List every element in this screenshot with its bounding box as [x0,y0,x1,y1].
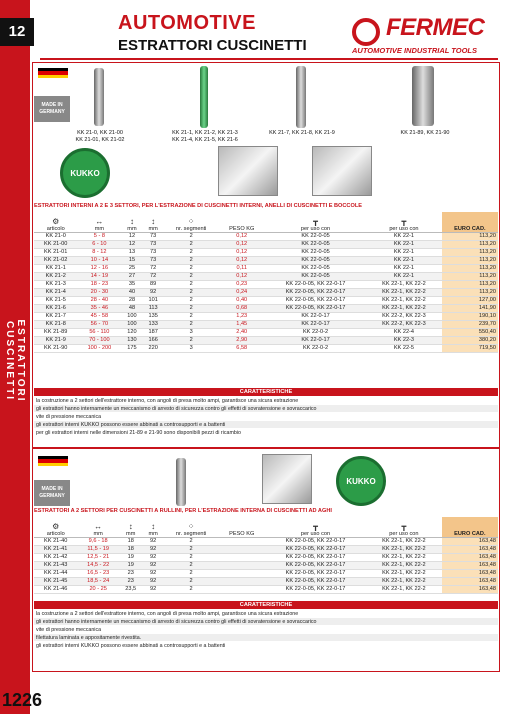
col-header: ⚙ articolo [34,212,77,232]
col-header: ┳ per uso con [366,212,442,232]
price-cell: 127,00 [442,296,498,304]
table-cell: KK 22-0-05, KK 22-0-17 [285,586,346,592]
table-cell: 100 - 200 [87,345,112,351]
table-cell: 5 - 8 [93,233,105,239]
col-header: ┳ per uso con [265,517,366,537]
table-cell: 20 - 25 [89,586,107,592]
col-header: ↕ mm [119,517,143,537]
table-cell: 92 [150,538,157,544]
table-cell: 18 - 23 [90,281,109,287]
table-cell: KK 22-1 [393,265,415,271]
table-cell: KK 22-5 [393,345,415,351]
table-cell: 72 [150,265,157,271]
table-cell: KK 22-1 [393,233,415,239]
price-cell: 190,10 [442,312,498,320]
table-cell: KK 21-01 [44,249,68,255]
table-cell: KK 22-0-05 [301,273,330,279]
product-photo [218,146,278,196]
brand-name: FERMEC [386,14,485,41]
length-icon: ↕ [151,216,156,226]
table-cell: 0,40 [236,297,248,303]
feature-item: gli estrattori hanno internamente un meccanismo di arresto di sicurezza contro gli effetti di sovratensione e sovraccarico [34,405,498,413]
table-cell: 0,12 [236,241,248,247]
depth-icon: ↕ [128,521,133,531]
tool-icon: ┳ [401,216,407,226]
table-cell: KK 22-0-05 [301,233,330,239]
section1-features [34,397,498,437]
table-cell: KK 22-0-05, KK 22-0-17 [285,305,346,311]
col-header-price: EURO CAD. [442,212,498,232]
feature-item: gli estrattori hanno internamente un meccanismo di arresto di sicurezza contro gli effetti di sovratensione e sovraccarico [34,618,498,626]
german-flag-icon [38,68,68,78]
table-cell: KK 22-1, KK 22-2 [382,562,426,568]
table-cell: KK 22-1, KK 22-2 [382,289,426,295]
table-cell: 2 [189,249,193,255]
price-cell: 113,20 [442,240,498,248]
table-row [34,545,498,553]
table-cell: KK 22-1 [393,249,415,255]
table-cell [219,577,265,585]
table-cell: 2 [189,257,193,263]
table-cell: 12,5 - 21 [87,554,110,560]
table-row [34,240,498,248]
table-row [34,312,498,320]
table-cell: KK 22-0-05, KK 22-0-17 [285,562,346,568]
brand-tagline: AUTOMOTIVE INDUSTRIAL TOOLS [352,46,478,55]
col-header: ↕ mm [143,212,164,232]
col-header: ↕ mm [143,517,164,537]
table-cell: 113 [148,305,158,311]
col-header: ↔ mm [77,517,118,537]
table-cell: KK 21-40 [44,538,68,544]
table-cell: KK 21-0 [45,233,66,239]
table-cell: 0,68 [236,305,248,311]
table-cell: KK 22-0-05, KK 22-0-17 [285,546,346,552]
table-cell [219,545,265,553]
table-cell: 101 [148,297,158,303]
table-cell: 2,90 [236,337,248,343]
table-cell: 73 [150,241,157,247]
table-cell: 220 [148,345,158,351]
caption-kk21-89: KK 21-89, KK 21-90 [400,130,450,136]
caption-kk21-0: KK 21-0, KK 21-00 KK 21-01, KK 21-02 [75,130,125,143]
table-cell: 20 - 30 [90,289,109,295]
table-cell: 92 [150,554,157,560]
table-cell: 2 [189,554,193,560]
tool-icon: ┳ [313,216,318,226]
table-cell: KK 21-89 [44,329,68,335]
table-cell: 8 - 12 [92,249,107,255]
table-cell: KK 22-1, KK 22-2 [382,297,426,303]
table-cell: KK 21-3 [45,281,66,287]
table-cell: KK 22-3 [393,337,415,343]
price-cell: 113,20 [442,264,498,272]
table-cell [219,585,265,593]
table-cell: 2 [189,337,193,343]
col-header: PESO KG [219,517,265,537]
table-cell: KK 21-4 [45,289,66,295]
gear-icon: ⚙ [52,521,60,531]
table-cell: 92 [150,586,157,592]
table-cell: 0,11 [236,265,247,271]
table-cell: 1,45 [236,321,248,327]
table-cell: 28 [128,297,136,303]
kukko-logo: KUKKO [336,456,386,506]
table-cell: KK 22-0-05, KK 22-0-17 [285,289,346,295]
german-flag-icon [38,456,68,466]
depth-icon: ↕ [129,216,134,226]
table-cell: 70 - 100 [89,337,110,343]
col-header: ↔ mm [77,212,121,232]
page-number: 1226 [2,690,43,710]
kukko-logo: KUKKO [60,148,110,198]
table-cell: KK 22-1, KK 22-2 [382,546,426,552]
table-cell: 25 [128,265,136,271]
table-cell: 73 [150,233,157,239]
table-cell: KK 22-0-2 [302,345,329,351]
table-cell: KK 22-1 [393,273,415,279]
table-cell: KK 22-0-05, KK 22-0-17 [285,570,346,576]
table-row [34,288,498,296]
price-cell: 163,48 [442,561,498,569]
table-cell: KK 22-0-05 [301,257,330,263]
table-cell: 56 - 110 [89,329,110,335]
table-row [34,304,498,312]
feature-item: vite di pressione meccanica [34,626,498,634]
table-cell: 73 [150,249,157,255]
gear-icon: ⚙ [52,216,60,226]
table-cell: 2 [189,297,193,303]
table-cell: 23,5 [125,586,137,592]
extractor-image [200,66,208,128]
table-cell: 14,5 - 22 [87,562,110,568]
col-header: ⁘ nr. segmenti [164,517,219,537]
feature-item: la costruzione a 2 settori dell'estrattore interno, con angoli di presa molto ampi, garantisce una sicura estrazione [34,397,498,405]
feature-item: vite di pressione meccanica [34,413,498,421]
table-cell: KK 22-0-17 [301,313,330,319]
table-cell: 11,5 - 19 [87,546,109,552]
gear-icon [352,18,380,46]
table-cell: KK 22-2, KK 22-3 [382,313,426,319]
table-cell: 2,40 [236,329,248,335]
table-cell: 3 [189,345,193,351]
table-cell: 0,12 [236,233,248,239]
price-cell: 550,40 [442,328,498,336]
table-cell [219,561,265,569]
col-header: ┳ per uso con [366,517,442,537]
table-cell: KK 22-2, KK 22-3 [382,321,426,327]
table-cell: 12 [128,233,136,239]
table-cell [219,537,265,545]
col-header: PESO KG [219,212,265,232]
table-cell: KK 22-1, KK 22-2 [382,538,426,544]
section2-table [34,517,498,594]
header-rule [40,58,498,60]
table-cell: 35 - 46 [90,305,109,311]
price-cell: 239,70 [442,320,498,328]
table-cell: 56 - 70 [90,321,109,327]
table-row [34,537,498,545]
tool-icon: ┳ [313,521,318,531]
table-cell: KK 21-8 [45,321,66,327]
table-cell: 14 - 19 [90,273,109,279]
table-cell: 48 [128,305,136,311]
table-cell: KK 22-0-05 [301,265,330,271]
table-cell: KK 21-41 [44,546,68,552]
table-row [34,320,498,328]
table-cell: KK 21-46 [44,586,68,592]
price-cell: 141,90 [442,304,498,312]
table-row [34,328,498,336]
table-cell: 2 [189,305,193,311]
table-cell: KK 22-0-05, KK 22-0-17 [285,297,346,303]
table-cell: KK 22-0-17 [301,321,330,327]
table-cell: KK 22-1, KK 22-2 [382,305,426,311]
col-header-price: EURO CAD. [442,517,498,537]
price-cell: 163,48 [442,537,498,545]
table-cell: 6,58 [236,345,248,351]
price-cell: 163,48 [442,569,498,577]
table-cell: 89 [150,281,157,287]
table-cell: KK 22-0-05, KK 22-0-17 [285,578,346,584]
table-cell: 23 [127,578,134,584]
table-cell: 2 [189,321,193,327]
table-cell: KK 22-1 [393,241,415,247]
extractor-image [176,458,186,506]
length-icon: ↕ [151,521,156,531]
table-cell: KK 21-42 [44,554,68,560]
table-cell: 0,12 [236,249,248,255]
table-cell: 72 [150,273,157,279]
segments-icon: ⁘ [187,521,195,531]
table-cell: 45 - 58 [90,313,109,319]
table-cell: KK 21-02 [44,257,68,263]
price-cell: 163,48 [442,553,498,561]
sidebar-label: ESTRATTORI CUSCINETTI [4,319,26,403]
table-cell: 0,24 [236,289,248,295]
table-cell: KK 21-44 [44,570,68,576]
table-cell: 175 [127,345,137,351]
diameter-icon: ↔ [94,521,103,531]
table-cell: 28 - 40 [90,297,109,303]
table-cell: KK 22-4 [393,329,415,335]
table-cell: 27 [128,273,136,279]
table-row [34,553,498,561]
table-cell: 2 [189,289,193,295]
caption-kk21-7: KK 21-7, KK 21-8, KK 21-9 [269,130,335,136]
table-cell: 135 [148,313,158,319]
table-row [34,232,498,240]
price-cell: 163,48 [442,585,498,593]
table-cell: KK 22-1, KK 22-2 [382,281,426,287]
table-cell: 92 [150,578,157,584]
table-cell: 13 [128,249,136,255]
table-cell: KK 22-1, KK 22-2 [382,554,426,560]
table-cell: KK 22-1, KK 22-2 [382,578,426,584]
table-cell: 0,12 [236,273,248,279]
feature-item: per gli estrattori interni nelle dimensioni 21-89 e 21-90 sono disponibili pezzi di ricambio [34,429,498,437]
table-cell: KK 22-0-05 [301,241,330,247]
table-cell: KK 22-1 [393,257,415,263]
table-cell: 1,23 [236,313,248,319]
table-cell: 16,5 - 23 [87,570,110,576]
table-cell: KK 21-90 [44,345,68,351]
col-header: ┳ per uso con [265,212,366,232]
table-cell: 166 [148,337,158,343]
price-cell: 380,20 [442,336,498,344]
table-cell: 10 - 14 [90,257,109,263]
section2-features-title: CARATTERISTICHE [34,601,498,609]
table-cell: KK 21-45 [44,578,68,584]
table-row [34,264,498,272]
product-photo [262,454,312,504]
table-cell: KK 21-1 [45,265,66,271]
table-cell: 130 [127,337,137,343]
table-cell: 2 [189,578,193,584]
section2-title: ESTRATTORI A 2 SETTORI PER CUSCINETTI A RULLINI, PER L'ESTRAZIONE INTERNA DI CUSCINETTI AD AGHI [34,508,332,514]
price-cell: 719,50 [442,344,498,352]
table-cell: KK 21-9 [45,337,66,343]
table-cell: 2 [189,546,193,552]
tool-icon: ┳ [401,521,407,531]
table-cell: 2 [189,538,193,544]
table-cell: KK 22-0-05, KK 22-0-17 [285,281,346,287]
table-cell: KK 22-0-17 [301,337,330,343]
table-cell [219,553,265,561]
feature-item: gli estrattori interni KUKKO possono essere abbinati a controsupporti e a battenti [34,421,498,429]
price-cell: 163,48 [442,545,498,553]
table-cell: 92 [150,289,157,295]
brand-logo [348,14,500,54]
table-cell: 2 [189,265,193,271]
table-cell [219,569,265,577]
table-row [34,296,498,304]
table-cell: KK 22-1, KK 22-2 [382,586,426,592]
table-cell: KK 22-0-05, KK 22-0-17 [285,538,346,544]
feature-item: la costruzione a 2 settori dell'estrattore interno, con angoli di presa molto ampi, garantisce una sicura estrazione [34,610,498,618]
col-header: ⁘ nr. segmenti [164,212,219,232]
table-cell: 2 [189,570,193,576]
diameter-icon: ↔ [95,216,104,226]
table-row [34,256,498,264]
table-cell: 3 [189,329,193,335]
table-cell: 35 [128,281,136,287]
table-row [34,248,498,256]
table-cell: 120 [127,329,137,335]
section1-table [34,212,498,353]
section1-features-title: CARATTERISTICHE [34,388,498,396]
table-cell: 2 [189,281,193,287]
made-in-germany-badge: MADE IN GERMANY [34,480,70,506]
page-title: AUTOMOTIVE [118,12,256,34]
section1-title: ESTRATTORI INTERNI A 2 E 3 SETTORI, PER L'ESTRAZIONE DI CUSCINETTI INTERNI, ANELLI DI CUSCINETTI E BOCCOLE [34,203,362,209]
price-cell: 163,48 [442,577,498,585]
table-cell: KK 22-0-05 [301,249,330,255]
table-cell: 73 [150,257,157,263]
table-cell: 19 [127,562,134,568]
table-cell: 9,6 - 18 [88,538,108,544]
price-cell: 113,20 [442,288,498,296]
table-row [34,336,498,344]
feature-item: filettatura laminata e appositamente rivestita. [34,634,498,642]
table-row [34,577,498,585]
table-row [34,280,498,288]
feature-item: gli estrattori interni KUKKO possono essere abbinati a controsupporti e a battenti [34,642,498,650]
caption-kk21-1: KK 21-1, KK 21-2, KK 21-3 KK 21-4, KK 21-5, KK 21-6 [172,130,238,143]
table-cell: 2 [189,241,193,247]
table-cell: KK 21-2 [45,273,66,279]
table-cell: KK 21-00 [44,241,68,247]
page-tab: 12 [0,18,34,46]
table-cell: 0,23 [236,281,248,287]
table-cell: KK 22-0-05, KK 22-0-17 [285,554,346,560]
price-cell: 113,20 [442,248,498,256]
table-row [34,585,498,593]
table-cell: 187 [148,329,158,335]
table-cell: 0,12 [236,257,248,263]
table-cell: 100 [127,321,137,327]
price-cell: 113,20 [442,272,498,280]
table-cell: 2 [189,586,193,592]
made-in-germany-badge: MADE IN GERMANY [34,96,70,122]
table-cell: 92 [150,546,157,552]
table-cell: 6 - 10 [92,241,107,247]
table-row [34,561,498,569]
product-photo [312,146,372,196]
table-cell: KK 21-6 [45,305,66,311]
table-cell: 2 [189,273,193,279]
extractor-image [94,68,104,126]
table-cell: 100 [127,313,137,319]
extractor-image [412,66,434,126]
table-cell: 15 [128,257,136,263]
table-cell: KK 22-1, KK 22-2 [382,570,426,576]
price-cell: 113,20 [442,280,498,288]
table-cell: KK 21-43 [44,562,68,568]
col-header: ↕ mm [121,212,142,232]
extractor-image [296,66,306,128]
table-row [34,569,498,577]
table-cell: 40 [128,289,136,295]
table-cell: 18 [127,538,134,544]
table-cell: KK 21-7 [45,313,66,319]
price-cell: 113,20 [442,232,498,240]
table-cell: 19 [127,554,134,560]
table-cell: 92 [150,562,157,568]
table-cell: 18 [127,546,134,552]
table-cell: 92 [150,570,157,576]
table-cell: 23 [127,570,134,576]
table-cell: 12 - 16 [90,265,109,271]
table-row [34,344,498,352]
table-cell: 2 [189,562,193,568]
table-cell: KK 22-0-2 [302,329,329,335]
table-cell: 18,5 - 24 [87,578,110,584]
table-cell: 12 [128,241,136,247]
table-row [34,272,498,280]
table-cell: 133 [148,321,158,327]
page-subtitle: ESTRATTORI CUSCINETTI [118,37,307,54]
table-cell: KK 21-5 [45,297,66,303]
price-cell: 113,20 [442,256,498,264]
segments-icon: ⁘ [187,216,195,226]
section2-features [34,610,498,650]
col-header: ⚙ articolo [34,517,77,537]
table-cell: 2 [189,233,193,239]
table-cell: 2 [189,313,193,319]
